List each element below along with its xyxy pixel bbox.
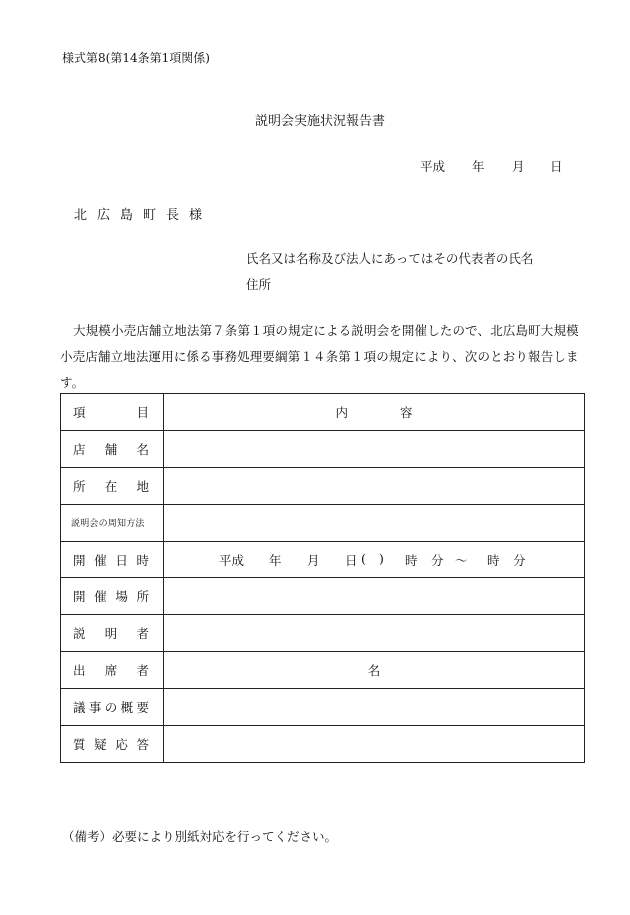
table-row [61,652,585,689]
label-char: 所 [136,589,149,605]
label-char: 概 [120,700,134,716]
row-label-cell [61,541,164,578]
schedule-minute-start: 分 [431,552,444,568]
table-row [61,430,585,467]
label-char: 応 [115,736,128,752]
row-label-presenter [61,624,163,642]
header-item-label [61,403,163,421]
row-value-cell [164,430,585,467]
schedule-year: 年 [269,552,282,568]
date-era: 平成 [420,159,446,174]
row-label-cell [61,430,164,467]
report-table [60,393,585,763]
label-char: 時 [136,552,149,568]
label-char: 地 [136,478,149,494]
row-value-cell [164,689,585,726]
label-char: 目 [136,404,149,420]
row-label-datetime [61,551,163,569]
row-label-store-name [61,440,163,458]
row-label-cell [61,615,164,652]
row-label-cell [61,689,164,726]
label-char: 所 [73,478,86,494]
schedule-hour-start: 時 [405,552,418,568]
schedule-paren-close: ) [379,550,384,566]
table-row [61,504,585,541]
row-value-cell [164,467,585,504]
label-char: 日 [115,552,128,568]
label-char: 開 [73,589,86,605]
label-char: 催 [94,589,107,605]
label-char: 疑 [94,736,107,752]
row-label-cell [61,652,164,689]
table-row [61,689,585,726]
label-char: 場 [115,589,128,605]
addressee: 北広島町長様 [74,208,213,223]
schedule-month: 月 [307,552,320,568]
row-label-cell [61,726,164,763]
table-row [61,578,585,615]
date-line [420,157,563,175]
row-value-cell [164,615,585,652]
row-label-notification-method: 説明会の周知方法 [71,519,145,530]
label-char: 席 [104,663,118,679]
row-value-cell [164,726,585,763]
label-char: 明 [104,626,118,642]
label-char: の [104,700,118,716]
table-row [61,726,585,763]
header-content-label: 内容 [335,404,465,420]
row-label-attendees [61,661,163,679]
date-day: 日 [550,159,563,174]
label-char: 説 [73,626,86,642]
table-row [61,467,585,504]
body-text: 大規模小売店舗立地法第７条第１項の規定による説明会を開催したので、北広島町大規模小売店舗立地法運用に係る事務処理要綱第１４条第１項の規定により、次のとおり報告します。 [60,323,579,390]
row-value-attendees: 名 [164,652,585,689]
label-char: 出 [73,663,86,679]
row-label-location [61,477,163,495]
schedule-tilde: ～ [455,552,468,568]
date-year: 年 [472,159,485,174]
label-char: 議 [73,700,86,716]
label-char: 質 [73,736,86,752]
label-char: 催 [94,552,107,568]
form-number: 様式第8(第14条第1項関係) [62,51,210,65]
label-char: 者 [136,663,149,679]
table-header-row [61,394,585,431]
label-char: 舗 [104,441,118,457]
label-char: 名 [136,441,149,457]
row-label-qa [61,735,163,753]
remark-note: （備考）必要により別紙対応を行ってください。 [62,829,338,844]
row-label-cell [61,504,164,541]
applicant-name-label: 氏名又は名称及び法人にあってはその代表者の氏名 [246,251,534,266]
schedule-era: 平成 [219,552,245,568]
label-char: 答 [136,736,149,752]
header-item-cell [61,394,164,431]
table-row [61,541,585,578]
document-title: 説明会実施状況報告書 [254,114,385,129]
label-char: 項 [73,404,86,420]
label-char: 店 [73,441,86,457]
schedule-day: 日 [345,552,358,568]
row-value-cell [164,578,585,615]
row-value-cell [164,504,585,541]
label-char: 事 [88,700,102,716]
row-label-cell [61,578,164,615]
row-value-cell [164,541,585,578]
label-char: 開 [73,552,86,568]
schedule-hour-end: 時 [487,552,500,568]
applicant-address-label: 住所 [246,277,272,292]
label-char: 要 [136,700,149,716]
schedule-paren-open: ( [361,550,366,566]
schedule-minute-end: 分 [513,552,526,568]
row-label-cell [61,467,164,504]
label-char: 在 [104,478,118,494]
row-label-venue [61,587,163,605]
schedule-value [164,551,584,569]
label-char: 者 [136,626,149,642]
table-row [61,615,585,652]
header-content-cell [164,394,585,431]
date-month: 月 [512,159,525,174]
row-label-agenda-summary [61,698,163,716]
